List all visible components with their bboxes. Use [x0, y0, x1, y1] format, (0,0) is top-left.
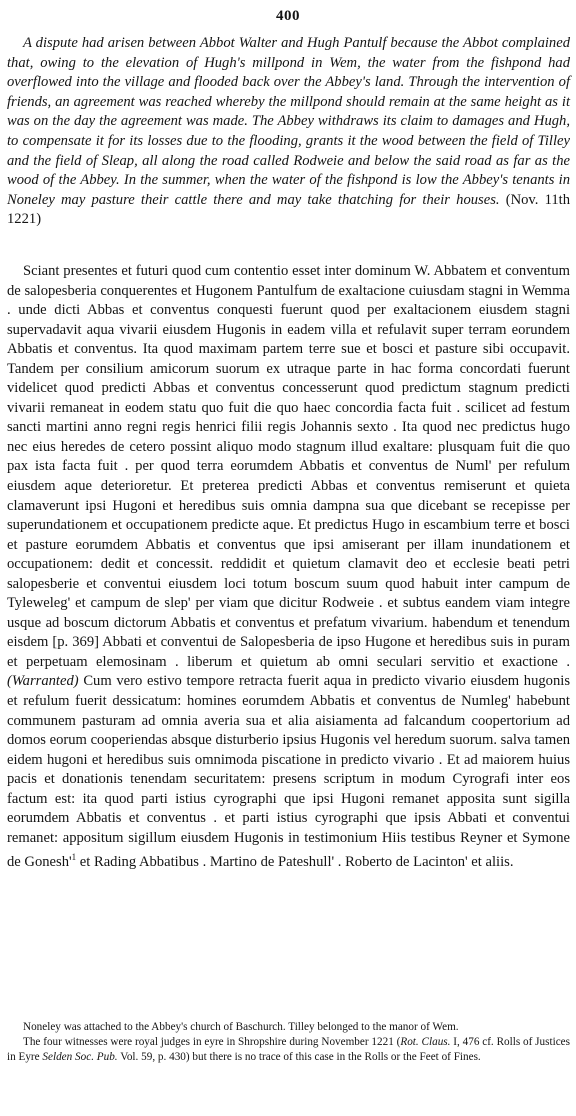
english-summary [7, 34, 570, 230]
charter-part-3: et Rading Abbatibus . Martino de Pateshull' . Roberto de Lacinton' et aliis. [76, 854, 514, 871]
footnote-2 [7, 1035, 570, 1064]
footnote-2-prefix: The four witnesses were royal judges in eyre in Shropshire during November 1221 ( [23, 1036, 401, 1049]
summary-text: A dispute had arisen between Abbot Walter and Hugh Pantulf because the Abbot complained that, owing to the elevation of Hugh's millpond in Wem, the water from the fishpond had overflowed into the village and flooded back over the Abbey's land. Through the intervention of friends, an agreement was reached whereby the millpond should remain at the same height as it was on the day the agreement was made. The Abbey withdraws its claim to damages and Hugh, to compensate it for its losses due to the flooding, grants it the wood between the field of Tilley and the field of Sleap, all along the road called Rodweie and below the said road as far as the wood of the Abbey. In the summer, when the water of the fishpond is low the Abbey's tenants in Noneley may pasture their cattle there and may take thatching for their houses. [7, 35, 570, 208]
footnote-1: Noneley was attached to the Abbey's church of Baschurch. Tilley belonged to the manor of Wem. [23, 1021, 459, 1033]
footnotes [7, 1020, 570, 1064]
summary-date: (Nov. 11th 1221) [7, 191, 570, 228]
footnote-2-suffix: Vol. 59, p. 430) but there is no trace of this case in the Rolls or the Feet of Fines. [117, 1050, 481, 1063]
charter-part-2: Cum vero estivo tempore retracta fuerit aqua in predicto vivario eiusdem hugonis et refulum fuerit dessicatum: homines eorumdem Abbatis et conventus de Numleg' habebunt communem pasturam ad omnia averia sua et alia aisiamenta ad falcandum coopertorium ad domos eorum cooperiendas absque disturberio ipsius Hugonis vel heredum suorum. salva tamen eidem hugoni et heredibus suis omnimoda piscatione in predicto vivario . Et ad maiorem huius pacis et donationis tenendam securitatem: presens scriptum in modum Cyrografi inter eos factum est: ita quod parti istius cyrographi que ipsi Hugoni remanet apposita sunt sigilla eorumdem Abbatis et conventus . et parti istius cyrographi que ipsis Abbati et conventui remanet: appositum sigillum eiusdem Hugonis in testimonium Hiis testibus Reyner et Symone de Gonesh' [7, 673, 570, 871]
footnote-mark: 1 [71, 852, 77, 863]
charter-part-1: Sciant presentes et futuri quod cum contentio esset inter dominum W. Abbatem et conventum de salopesberia conquerentes et Hugonem Pantulfum de exaltacione cuiusdam stagni in Wemma . unde dicti Abbas et conventus conquesti fuerunt quod per exaltacionem eiusdem stagni supervadavit aqua vivarii eiusdem Hugonis in eadem villa et refulavit super terram eorundem Abbatis et conventus. Ita quod maximam partem terre sue et bosci et pasture sibi occupavit. Tandem per consilium amicorum suorum ex utraque parte in hac forma concordati fuerunt videlicet quod predicti Abbas et conventus concesserunt quod predictum stagnum predicti vivarii remaneat in eodem statu quo fuit die quo haec concordia facta fuit . scilicet ad festum sancti martini anno regni regis henrici filii regis Johannis sexto . Ita quod nec predictus hugo nec eius heredes de cetero possint aliquo modo stagnum illud exaltare: plusquam fuit die quo pax ista facta fuit . per quod terra eorumdem Abbatis et conventus de Numl' per refulum eiusdem aque deterioretur. Et preterea predicti Abbas et conventus remiserunt et quieta clamaverunt ipsi Hugoni et heredibus suis omnia dampna sua que dicebant se recepisse per superundationem et occupationem predicte aque. Et predictus Hugo in escambium terre et bosci et pasture eorumdem Abbatis et conventus que ipsi amiserant per illam inundationem et occupationem: dedit et concessit. reddidit et quietum clamavit deo et ecclesie beati petri salopesberie et conventui eiusdem loci totum boscum suum quod habuit inter campum de Tyleweleg' et campum de slep' per viam que dicitur Rodweie . et subtus eandem viam integre usque ad boscum dictorum Abbatis et conventus et prefatum vivarium. habendum et tenendum eisdem [p. 369] Abbati et conventui de Salopesberia de ipso Hugone et heredibus suis in puram et perpetuam elemosinam . liberum et quietum ab omni seculari servitio et exactione . [7, 263, 570, 670]
page-number: 400 [276, 8, 300, 24]
latin-charter-text [7, 262, 570, 873]
rot-claus-ref: Rot. Claus. [400, 1036, 451, 1049]
footnote-2-mid: I, 476 cf. Rolls of Justices in Eyre [7, 1036, 570, 1063]
warranted-marker: (Warranted) [7, 673, 79, 690]
selden-ref: Selden Soc. Pub. [42, 1050, 118, 1063]
